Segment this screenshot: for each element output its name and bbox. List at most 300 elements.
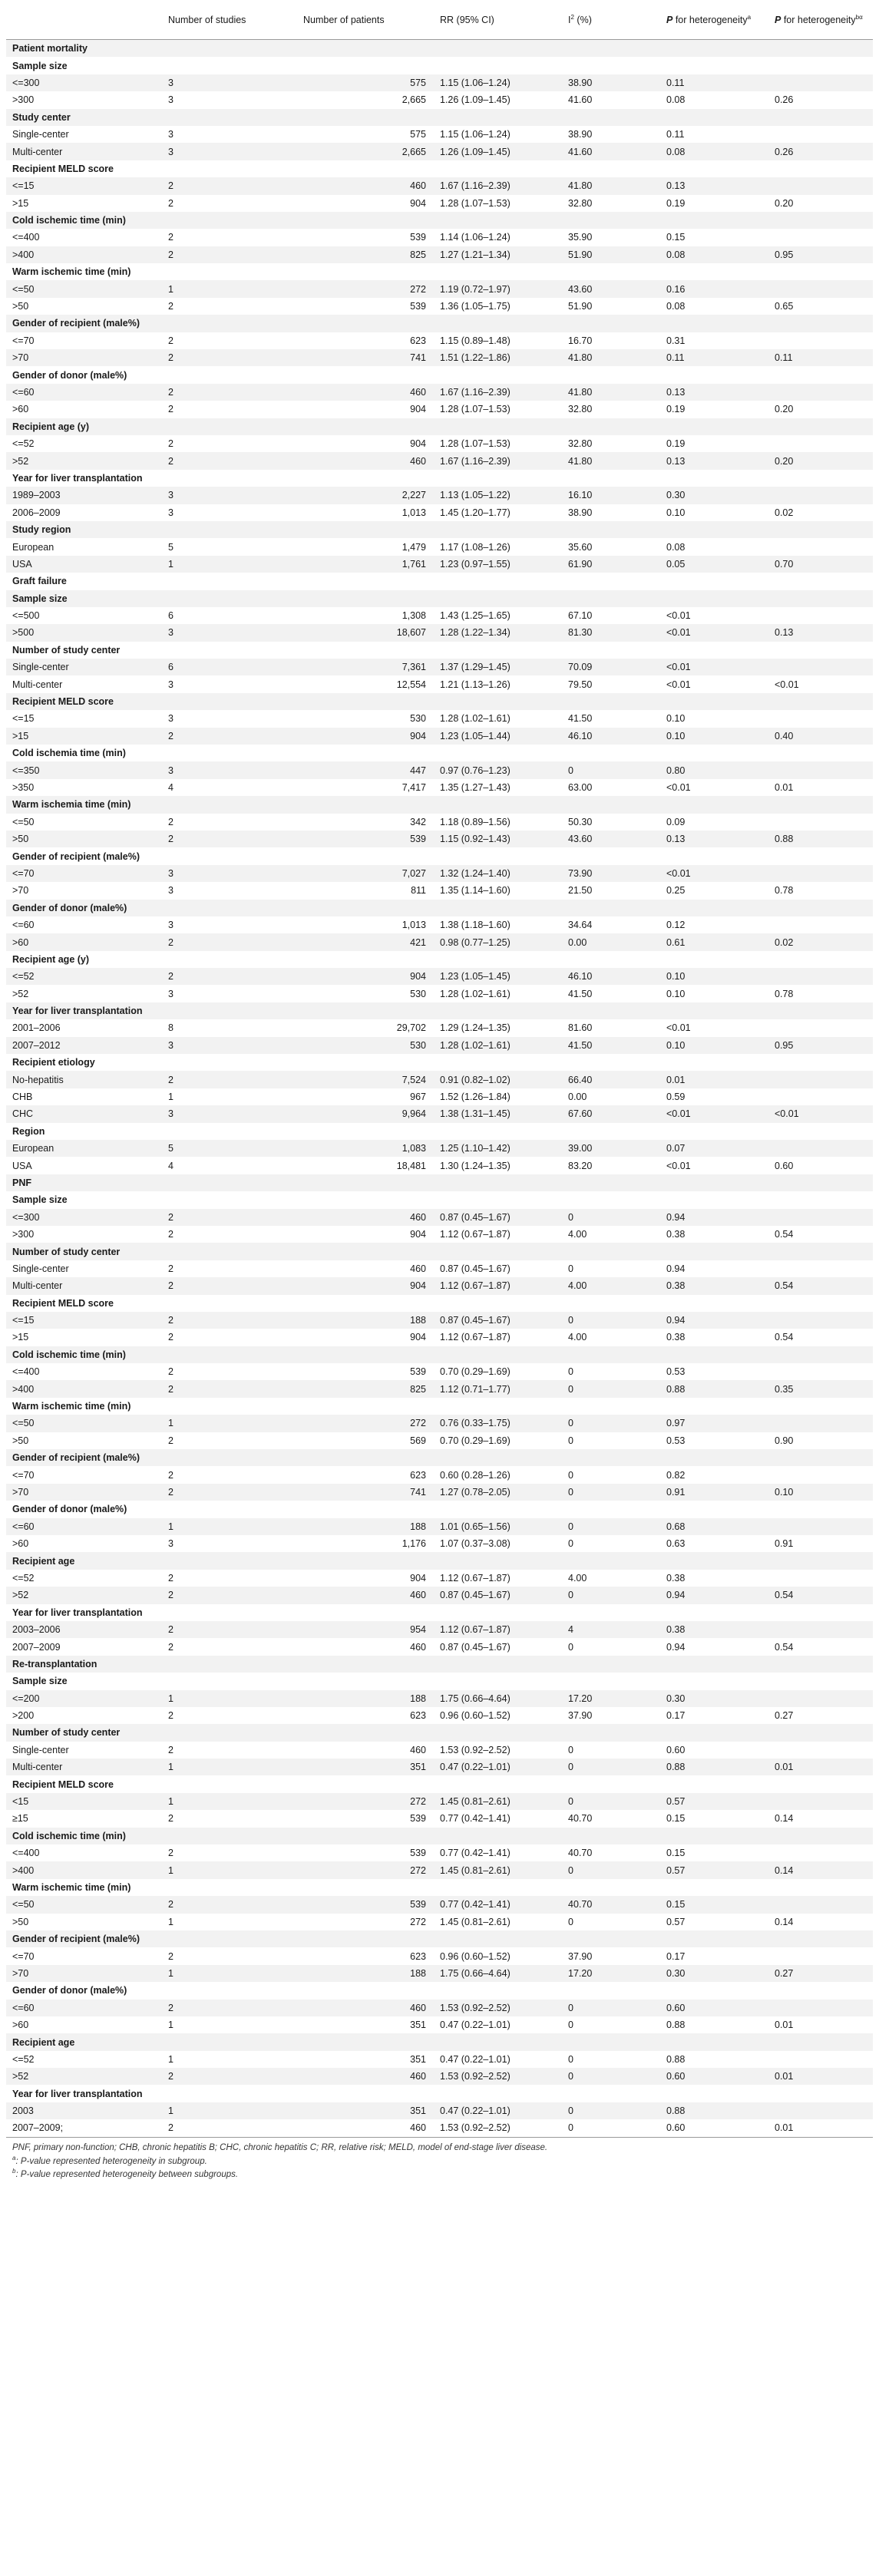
number-of-studies: 3 [168, 1538, 173, 1550]
i2-value: 83.20 [568, 1160, 593, 1171]
p-heterogeneity-between [768, 212, 873, 229]
number-of-patients [297, 1501, 434, 1518]
i2-value: 32.80 [568, 197, 593, 209]
p-heterogeneity-between: 0.54 [775, 1229, 794, 1240]
subgroup-label: Study center [6, 109, 162, 126]
number-of-patients [297, 1123, 434, 1140]
number-of-studies [162, 160, 297, 177]
number-of-patients: 9,964 [297, 1105, 434, 1122]
number-of-studies [162, 642, 297, 659]
subgroup-label: >70 [6, 1965, 162, 1982]
rr-ci [434, 1174, 562, 1191]
p-heterogeneity-between [768, 384, 873, 401]
table-row [6, 435, 873, 452]
p-heterogeneity-subgroup: 0.60 [660, 2000, 768, 2016]
rr-ci: 1.67 (1.16–2.39) [434, 177, 562, 194]
number-of-studies: 1 [162, 1690, 297, 1707]
i2-value [562, 470, 660, 487]
number-of-studies [162, 1449, 297, 1466]
number-of-patients [297, 109, 434, 126]
p-heterogeneity-between [768, 1930, 873, 1947]
number-of-patients [297, 642, 434, 659]
p-heterogeneity-subgroup: 0.94 [660, 1312, 768, 1329]
rr-ci: 0.98 (0.77–1.25) [434, 933, 562, 950]
p-heterogeneity-subgroup [660, 1002, 768, 1019]
i2-value [562, 1054, 660, 1071]
table-row [6, 556, 873, 573]
number-of-patients [297, 1295, 434, 1312]
p-heterogeneity-between [768, 1896, 873, 1913]
p-heterogeneity-between: 0.54 [775, 1641, 794, 1653]
number-of-patients: 188 [297, 1690, 434, 1707]
p-heterogeneity-subgroup: 0.10 [666, 507, 686, 518]
number-of-patients: 351 [297, 1759, 434, 1775]
rr-ci [434, 2085, 562, 2102]
subgroup-header-row [6, 1724, 873, 1741]
table-row [6, 1914, 873, 1930]
p-heterogeneity-between: 0.01 [768, 1759, 873, 1775]
i2-value: 0 [568, 1538, 573, 1550]
table-row [6, 675, 873, 692]
p-heterogeneity-between [768, 1054, 873, 1071]
subgroup-label: >400 [6, 246, 162, 263]
subgroup-header-row [6, 951, 873, 968]
number-of-studies: 1 [162, 2102, 297, 2119]
p-heterogeneity-between: 0.54 [768, 1587, 873, 1603]
p-heterogeneity-between [768, 332, 873, 349]
number-of-patients: 1,761 [297, 556, 434, 573]
i2-value: 16.10 [562, 487, 660, 504]
i2-value: 38.90 [562, 74, 660, 91]
p-heterogeneity-subgroup: 0.57 [660, 1793, 768, 1810]
i2-value: 40.70 [568, 1813, 593, 1825]
number-of-studies [162, 1673, 297, 1689]
rr-ci: 0.97 (0.76–1.23) [434, 761, 562, 778]
p-heterogeneity-between: 0.27 [775, 1710, 794, 1722]
rr-ci: 1.30 (1.24–1.35) [440, 1160, 511, 1171]
rr-ci: 0.47 (0.22–1.01) [434, 1759, 562, 1775]
table-row [6, 1759, 873, 1775]
table-row [6, 1484, 873, 1501]
i2-value: 37.90 [568, 1950, 593, 1962]
p-heterogeneity-subgroup: 0.13 [660, 452, 768, 469]
i2-value [562, 1982, 660, 1999]
number-of-patients: 460 [297, 2000, 434, 2016]
subgroup-header-row [6, 1552, 873, 1569]
i2-value: 39.00 [562, 1140, 660, 1157]
number-of-studies: 2 [168, 1366, 173, 1378]
rr-ci: 1.12 (0.71–1.77) [434, 1380, 562, 1397]
table-row [6, 246, 873, 263]
number-of-studies: 2 [162, 728, 297, 745]
number-of-patients: 351 [410, 2020, 426, 2031]
table-row [6, 384, 873, 401]
rr-ci [434, 642, 562, 659]
number-of-studies: 2 [162, 246, 297, 263]
subgroup-label: Year for liver transplantation [12, 2088, 143, 2099]
subgroup-label: Number of study center [6, 1724, 162, 1741]
number-of-studies: 3 [168, 885, 173, 897]
i2-value [562, 1930, 660, 1947]
p-heterogeneity-subgroup [660, 1243, 768, 1260]
number-of-studies: 1 [162, 1415, 297, 1432]
number-of-studies: 4 [168, 1160, 173, 1171]
p-heterogeneity-subgroup: 0.08 [660, 143, 768, 160]
rr-ci: 1.37 (1.29–1.45) [434, 659, 562, 675]
rr-ci: 0.70 (0.29–1.69) [440, 1366, 511, 1378]
number-of-patients [297, 1174, 434, 1191]
p-heterogeneity-between: 0.20 [775, 404, 794, 415]
p-heterogeneity-subgroup: 0.30 [660, 487, 768, 504]
subgroup-label: Gender of recipient (male%) [6, 1449, 162, 1466]
p-heterogeneity-subgroup: 0.01 [660, 1071, 768, 1088]
header-p-sup: a [747, 13, 752, 21]
table-row [6, 126, 873, 143]
subgroup-label: Recipient MELD score [12, 1778, 114, 1790]
number-of-studies: 3 [162, 74, 297, 91]
header-p-heterogeneity-between [768, 0, 873, 40]
subgroup-header-row [6, 1346, 873, 1363]
number-of-patients: 539 [410, 232, 426, 243]
footnote-a-text: : P-value represented heterogeneity in subgroup. [15, 2156, 207, 2166]
number-of-studies: 2 [168, 1572, 173, 1584]
number-of-patients [297, 847, 434, 864]
rr-ci: 1.27 (0.78–2.05) [434, 1484, 562, 1501]
p-heterogeneity-subgroup [660, 1982, 768, 1999]
rr-ci: 0.60 (0.28–1.26) [440, 1469, 511, 1481]
subgroup-label: >50 [12, 1916, 29, 1927]
number-of-patients [297, 1673, 434, 1689]
p-heterogeneity-between [768, 1295, 873, 1312]
subgroup-label: >400 [6, 1861, 162, 1878]
table-row [6, 779, 873, 796]
rr-ci: 0.91 (0.82–1.02) [434, 1071, 562, 1088]
rr-ci: 1.25 (1.10–1.42) [434, 1140, 562, 1157]
subgroup-label: Recipient MELD score [12, 163, 114, 174]
outcome-header-row [6, 40, 873, 58]
i2-value: 21.50 [568, 885, 593, 897]
p-heterogeneity-subgroup: 0.13 [660, 384, 768, 401]
subgroup-label: >60 [12, 1538, 29, 1550]
i2-value: 63.00 [568, 781, 593, 793]
p-heterogeneity-between [768, 1947, 873, 1964]
p-heterogeneity-between [768, 177, 873, 194]
number-of-studies [162, 1191, 297, 1208]
table-row [6, 624, 873, 641]
i2-value: 40.70 [562, 1896, 660, 1913]
number-of-studies [162, 847, 297, 864]
rr-ci [434, 1295, 562, 1312]
table-row [6, 1587, 873, 1603]
p-heterogeneity-between: 0.91 [775, 1538, 794, 1550]
i2-value: 0 [562, 1759, 660, 1775]
p-heterogeneity-between [768, 693, 873, 710]
number-of-studies [162, 1002, 297, 1019]
number-of-patients [297, 263, 434, 280]
i2-value: 70.09 [562, 659, 660, 675]
number-of-studies: 1 [168, 2020, 173, 2031]
p-heterogeneity-subgroup: 0.11 [666, 129, 685, 140]
number-of-studies [162, 1243, 297, 1260]
rr-ci [434, 1724, 562, 1741]
number-of-patients: 460 [410, 1744, 426, 1755]
number-of-patients: 2,665 [297, 143, 434, 160]
p-heterogeneity-between: 0.26 [768, 143, 873, 160]
i2-value: 51.90 [562, 246, 660, 263]
header-pb-letter: P [775, 15, 782, 26]
subgroup-label: >50 [12, 301, 29, 312]
rr-ci [434, 160, 562, 177]
header-number-of-patients: Number of patients [297, 0, 434, 40]
p-heterogeneity-between [768, 1002, 873, 1019]
number-of-patients: 623 [410, 1469, 426, 1481]
p-heterogeneity-subgroup: 0.10 [660, 1037, 768, 1054]
subgroup-label: Gender of recipient (male%) [6, 315, 162, 332]
number-of-studies [162, 1174, 297, 1191]
number-of-patients [297, 366, 434, 383]
subgroup-label: >15 [6, 728, 162, 745]
rr-ci [434, 1123, 562, 1140]
rr-ci: 0.87 (0.45–1.67) [440, 1263, 511, 1274]
p-heterogeneity-between [768, 1742, 873, 1759]
i2-value [562, 1002, 660, 1019]
number-of-studies [162, 1879, 297, 1896]
number-of-patients [297, 1724, 434, 1741]
i2-value [562, 1775, 660, 1792]
table-row [6, 814, 873, 831]
p-heterogeneity-between [768, 761, 873, 778]
rr-ci: 0.77 (0.42–1.41) [440, 1848, 511, 1859]
rr-ci [434, 590, 562, 607]
p-heterogeneity-between [768, 126, 873, 143]
subgroup-label: <=60 [6, 2000, 162, 2016]
p-heterogeneity-subgroup [660, 796, 768, 813]
number-of-patients: 460 [297, 1587, 434, 1603]
i2-value: 0 [562, 1518, 660, 1535]
i2-value: 66.40 [562, 1071, 660, 1088]
rr-ci [434, 1930, 562, 1947]
subgroup-label: Year for liver transplantation [6, 1002, 162, 1019]
rr-ci [434, 263, 562, 280]
subgroup-header-row [6, 1002, 873, 1019]
table-row [6, 1638, 873, 1655]
i2-value: 43.60 [562, 831, 660, 847]
number-of-patients: 575 [410, 129, 426, 140]
p-heterogeneity-subgroup: 0.82 [666, 1469, 686, 1481]
rr-ci: 0.87 (0.45–1.67) [434, 1209, 562, 1226]
subgroup-label: <=300 [6, 1209, 162, 1226]
number-of-studies: 2 [168, 232, 173, 243]
subgroup-label: Multi-center [6, 1277, 162, 1294]
number-of-patients: 1,479 [401, 541, 426, 553]
subgroup-label: <=50 [6, 1896, 162, 1913]
number-of-studies: 2 [168, 1848, 173, 1859]
subgroup-header-row [6, 1054, 873, 1071]
p-heterogeneity-subgroup: 0.10 [660, 968, 768, 985]
p-heterogeneity-subgroup [660, 2085, 768, 2102]
subgroup-label: USA [12, 1160, 32, 1171]
p-heterogeneity-between: 0.70 [768, 556, 873, 573]
number-of-studies [162, 1775, 297, 1792]
number-of-studies: 2 [168, 335, 173, 346]
rr-ci [434, 1828, 562, 1844]
number-of-patients [297, 1775, 434, 1792]
subgroup-label: Study region [6, 521, 162, 538]
subgroup-label: >70 [6, 1484, 162, 1501]
p-heterogeneity-between: 0.11 [768, 349, 873, 366]
p-heterogeneity-between [768, 1191, 873, 1208]
rr-ci: 1.15 (0.89–1.48) [440, 335, 511, 346]
subgroup-header-row [6, 900, 873, 916]
subgroup-analysis-table-container [6, 0, 873, 2180]
p-heterogeneity-between [768, 1071, 873, 1088]
number-of-patients [297, 1243, 434, 1260]
number-of-patients [297, 900, 434, 916]
p-heterogeneity-subgroup: 0.94 [666, 1263, 686, 1274]
i2-value: 0 [568, 2053, 573, 2065]
number-of-studies: 3 [168, 507, 173, 518]
number-of-patients: 904 [297, 728, 434, 745]
subgroup-label: Recipient age (y) [6, 418, 162, 435]
p-heterogeneity-between [768, 2085, 873, 2102]
subgroup-label: <15 [6, 1793, 162, 1810]
subgroup-label: Recipient age [6, 1552, 162, 1569]
subgroup-label: >70 [12, 885, 29, 897]
i2-value: 0 [562, 1587, 660, 1603]
i2-value [562, 2085, 660, 2102]
i2-value [562, 951, 660, 968]
p-heterogeneity-between [768, 74, 873, 91]
i2-value: 0 [562, 761, 660, 778]
table-row [6, 710, 873, 727]
number-of-patients: 530 [410, 988, 426, 999]
header-i2-unit: (%) [573, 15, 592, 26]
rr-ci: 1.32 (1.24–1.40) [434, 865, 562, 882]
number-of-studies: 1 [162, 1759, 297, 1775]
number-of-studies [162, 1604, 297, 1621]
rr-ci: 1.67 (1.16–2.39) [434, 452, 562, 469]
table-row [6, 1037, 873, 1054]
i2-value [562, 1123, 660, 1140]
subgroup-header-row [6, 1982, 873, 1999]
i2-value: 0 [568, 1744, 573, 1755]
number-of-patients: 539 [297, 831, 434, 847]
rr-ci [434, 366, 562, 383]
p-heterogeneity-subgroup: 0.17 [666, 1710, 686, 1722]
number-of-patients: 272 [297, 1861, 434, 1878]
number-of-patients: 272 [297, 280, 434, 297]
p-heterogeneity-between [768, 968, 873, 985]
number-of-studies [162, 900, 297, 916]
i2-value: 41.60 [568, 94, 593, 106]
number-of-patients: 1,083 [297, 1140, 434, 1157]
i2-value: 17.20 [562, 1690, 660, 1707]
footnote-a-mark: a [12, 2154, 16, 2162]
number-of-studies [162, 366, 297, 383]
subgroup-label: >52 [12, 988, 29, 999]
subgroup-label: <=52 [12, 438, 35, 450]
number-of-patients: 460 [297, 384, 434, 401]
number-of-studies: 3 [162, 487, 297, 504]
table-row [6, 761, 873, 778]
p-heterogeneity-subgroup: 0.63 [666, 1538, 686, 1550]
number-of-patients [297, 40, 434, 58]
subgroup-header-row [6, 1123, 873, 1140]
p-heterogeneity-subgroup: 0.59 [666, 1091, 686, 1103]
number-of-patients: 904 [297, 968, 434, 985]
i2-value: 0 [562, 1861, 660, 1878]
number-of-patients: 351 [410, 2053, 426, 2065]
number-of-studies: 2 [162, 968, 297, 985]
p-heterogeneity-subgroup [660, 366, 768, 383]
p-heterogeneity-subgroup: 0.17 [666, 1950, 686, 1962]
rr-ci [434, 521, 562, 538]
p-heterogeneity-between [768, 1879, 873, 1896]
number-of-patients [297, 1930, 434, 1947]
table-row [6, 1793, 873, 1810]
p-heterogeneity-subgroup [660, 1930, 768, 1947]
footnote-a [12, 2153, 873, 2167]
p-heterogeneity-between [768, 1174, 873, 1191]
rr-ci: 1.28 (1.02–1.61) [434, 1037, 562, 1054]
number-of-patients: 29,702 [396, 1022, 426, 1034]
table-row [6, 1019, 873, 1036]
p-heterogeneity-subgroup: 0.38 [666, 1332, 686, 1343]
rr-ci: 0.47 (0.22–1.01) [434, 2102, 562, 2119]
subgroup-label: Cold ischemic time (min) [6, 212, 162, 229]
table-row [6, 1088, 873, 1105]
number-of-patients: 904 [410, 1332, 426, 1343]
rr-ci [434, 951, 562, 968]
number-of-studies: 2 [168, 1332, 173, 1343]
subgroup-label: <=70 [12, 1469, 35, 1481]
subgroup-label: <=70 [12, 335, 35, 346]
subgroup-label: <=52 [12, 1572, 35, 1584]
subgroup-label: Year for liver transplantation [12, 472, 143, 484]
number-of-patients [297, 57, 434, 74]
p-heterogeneity-between [768, 1123, 873, 1140]
number-of-patients: 7,417 [401, 781, 426, 793]
number-of-studies: 2 [168, 1469, 173, 1481]
rr-ci: 1.67 (1.16–2.39) [434, 384, 562, 401]
rr-ci: 1.45 (0.81–2.61) [434, 1861, 562, 1878]
number-of-studies: 2 [162, 831, 297, 847]
number-of-patients [297, 418, 434, 435]
p-heterogeneity-subgroup: 0.57 [666, 1916, 686, 1927]
table-row [6, 1157, 873, 1174]
p-heterogeneity-between: 0.54 [768, 1277, 873, 1294]
p-heterogeneity-subgroup: 0.08 [666, 541, 686, 553]
table-row [6, 195, 873, 212]
subgroup-label: Warm ischemia time (min) [6, 796, 162, 813]
p-heterogeneity-between [768, 1724, 873, 1741]
i2-value [562, 1501, 660, 1518]
header-i2 [562, 0, 660, 40]
rr-ci: 1.45 (0.81–2.61) [440, 1916, 511, 1927]
number-of-patients: 904 [410, 1572, 426, 1584]
p-heterogeneity-between: 0.26 [775, 94, 794, 106]
subgroup-label: Gender of donor (male%) [6, 900, 162, 916]
p-heterogeneity-subgroup: 0.10 [660, 728, 768, 745]
rr-ci: 1.28 (1.07–1.53) [440, 197, 511, 209]
subgroup-label: 1989–2003 [6, 487, 162, 504]
p-heterogeneity-subgroup [660, 900, 768, 916]
p-heterogeneity-subgroup: 0.31 [666, 335, 686, 346]
p-heterogeneity-between [768, 1415, 873, 1432]
rr-ci [434, 1054, 562, 1071]
i2-value [562, 315, 660, 332]
number-of-patients [297, 573, 434, 590]
